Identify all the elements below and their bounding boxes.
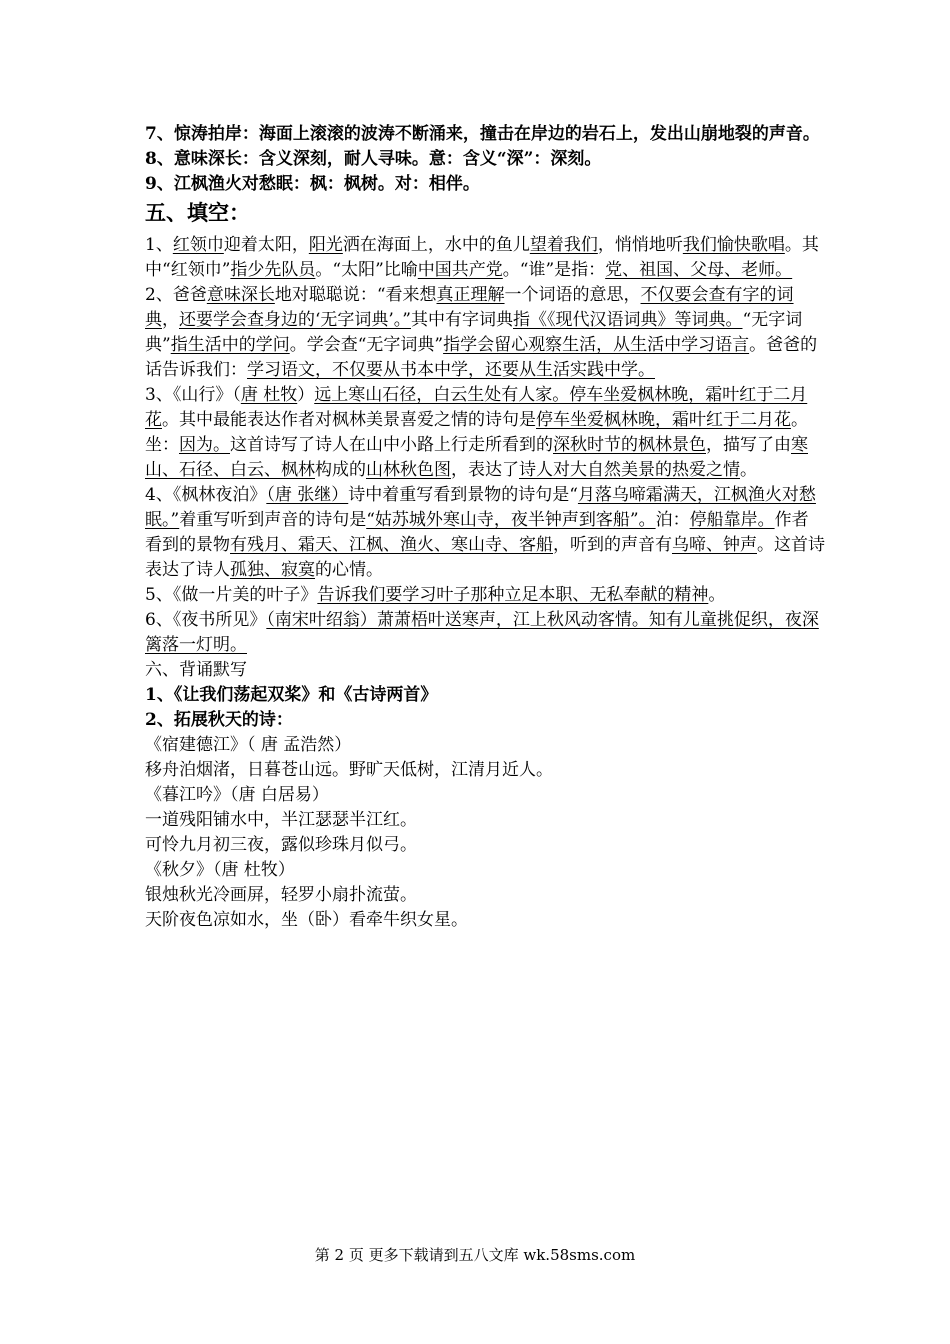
recite-line: 一道残阳铺水中，半江瑟瑟半江红。 [145,810,417,830]
fill-text: 泊： [655,510,690,530]
page-footer: 第 2 页 更多下载请到五八文库 wk.58sms.com [314,1246,636,1264]
fill-text: 。其中最能表达作者对枫林美景喜爱之情的诗句是 [162,410,536,430]
fill-answer: （唐 张继） [266,485,349,505]
recite-line: 《秋夕》（唐 杜牧） [145,860,295,880]
fill-text: 其中有字词典 [411,310,513,330]
fill-answer: 学习语文，不仅要从书本中学，还要从生活实践中学。 [247,360,655,380]
fill-answer: 告诉我们要学习叶子那种立足本职、无私奉献的精神 [317,585,709,605]
fill-text: 。“谁”是指： [502,260,606,280]
fill-text: 一个词语的意思， [504,285,641,305]
fill-text: 1、 [145,235,173,255]
fill-text: ，悄悄地听 [597,235,683,255]
fill-answer: 望着我们 [529,235,598,255]
fill-answer: 指生活中的学问 [170,335,290,355]
fill-item [145,583,825,608]
recite-line: 可怜九月初三夜，露似珍珠月似弓。 [145,835,417,855]
fill-text: 的心情。 [315,560,383,580]
fill-answer: 指学会留心观察生活，从生活中学习语言 [443,335,750,355]
fill-text: 。这首诗表达了诗人 [145,535,825,580]
fill-answer: 寒山、石径、白云、枫林 [145,435,808,480]
fill-text: 5、《做一片美的叶子》 [145,585,318,605]
page-content [145,122,825,933]
fill-text: 迎着太阳， [223,235,309,255]
fill-text: 构成的 [315,460,366,480]
fill-text: 。学会查“无字词典” [289,335,444,355]
recite-line: 天阶夜色凉如水，坐（卧）看牵牛织女星。 [145,910,468,930]
fill-answer: 停船靠岸。 [689,510,775,530]
section-title-fill: 五、填空： [145,200,250,225]
fill-text: 洒在海面上，水中的鱼儿 [342,235,530,255]
fill-answer: 孤独、寂寞 [230,560,315,580]
section-title-recite: 六、背诵默写 [145,660,247,680]
fill-answer: 还要学会查身边的‘无字词典’。” [179,310,411,330]
fill-answer: 深秋时节的枫林景色 [553,435,706,455]
fill-item [145,608,825,658]
fill-text: 地对聪聪说：“看来想 [274,285,437,305]
recite-line: 2、拓展秋天的诗： [145,710,293,730]
vocab-item: 9、江枫渔火对愁眠：枫：枫树。对：相伴。 [145,174,480,194]
fill-text: 。“太阳”比喻 [315,260,418,280]
fill-answer: 因为。 [179,435,230,455]
vocab-list [145,122,825,197]
fill-answer: 诗人对大自然美景的热爱之情 [519,460,740,480]
vocab-item: 7、惊涛拍岸：海面上滚滚的波涛不断涌来，撞击在岸边的岩石上，发出山崩地裂的声音。 [145,124,820,144]
fill-answer: 山林秋色图 [366,460,451,480]
fill-text: 4、《枫林夜泊》 [145,485,267,505]
fill-answer: 真正理解 [436,285,505,305]
fill-text: 3、《山行》（ [145,385,241,405]
fill-answer: 指《《现代汉语词典》等词典。 [513,310,743,330]
fill-text: 着重写听到声音的诗句是 [179,510,367,530]
fill-text: 。爸爸的话告诉我们： [145,335,818,380]
fill-text: 。坐： [145,410,808,455]
fill-item [145,383,825,483]
recite-line: 移舟泊烟渚，日暮苍山远。野旷天低树，江清月近人。 [145,760,553,780]
fill-answer: 党、祖国、父母、老师。 [605,260,793,280]
recite-line: 1、《让我们荡起双桨》和《古诗两首》 [145,685,438,705]
fill-text: 这首诗写了诗人在山中小路上行走所看到的 [230,435,553,455]
fill-text: ，描写了由 [706,435,791,455]
fill-answer: 中国共产党 [417,260,503,280]
fill-text: 。 [740,460,757,480]
fill-answer: 意味深长 [206,285,275,305]
fill-answer: “姑苏城外寒山寺，夜半钟声到客船”。 [366,510,656,530]
fill-item [145,283,825,383]
fill-text: 2、爸爸 [145,285,207,305]
fill-text: “无字词典” [145,310,803,355]
fill-answer: 我们愉快歌唱 [682,235,785,255]
recite-line: 银烛秋光冷画屏，轻罗小扇扑流萤。 [145,885,417,905]
recite-line: 《暮江吟》（唐 白居易） [145,785,329,805]
recite-list [145,683,825,933]
fill-text: 作者看到的景物 [145,510,809,555]
fill-answer: 不仅要会查有字的词典 [145,285,794,330]
fill-text: 6、《夜书所见》 [145,610,267,630]
fill-answer: 月落乌啼霜满天，江枫渔火对愁眠。” [145,485,816,530]
fill-item [145,233,825,283]
fill-text: ，表达了 [451,460,519,480]
fill-text: ，听到的声音有 [553,535,672,555]
recite-line: 《宿建德江》（ 唐 孟浩然） [145,735,352,755]
fill-text: ， [162,310,179,330]
fill-list [145,233,825,658]
fill-text: ） [297,385,315,405]
fill-answer: 指少先队员 [230,260,316,280]
fill-answer: 红领巾 [172,235,224,255]
fill-answer: 停车坐爱枫林晚，霜叶红于二月花 [536,410,791,430]
fill-answer: 乌啼、钟声 [672,535,757,555]
fill-answer: 阳光 [308,235,343,255]
vocab-item: 8、意味深长：含义深刻，耐人寻味。意：含义“深”：深刻。 [145,149,602,169]
fill-text: 。 [708,585,726,605]
fill-answer: 远上寒山石径，白云生处有人家。停车坐爱枫林晚，霜叶红于二月花 [145,385,808,430]
fill-text: 。其中“红领巾” [145,235,819,280]
fill-answer: （南宋叶绍翁）萧萧梧叶送寒声，江上秋风动客情。知有儿童挑促织，夜深篱落一灯明。 [145,610,819,655]
fill-item [145,483,825,583]
fill-answer: 有残月、霜天、江枫、渔火、寒山寺、客船 [230,535,553,555]
fill-text: 诗中着重写看到景物的诗句是“ [348,485,578,505]
fill-answer: 唐 杜牧 [240,385,298,405]
